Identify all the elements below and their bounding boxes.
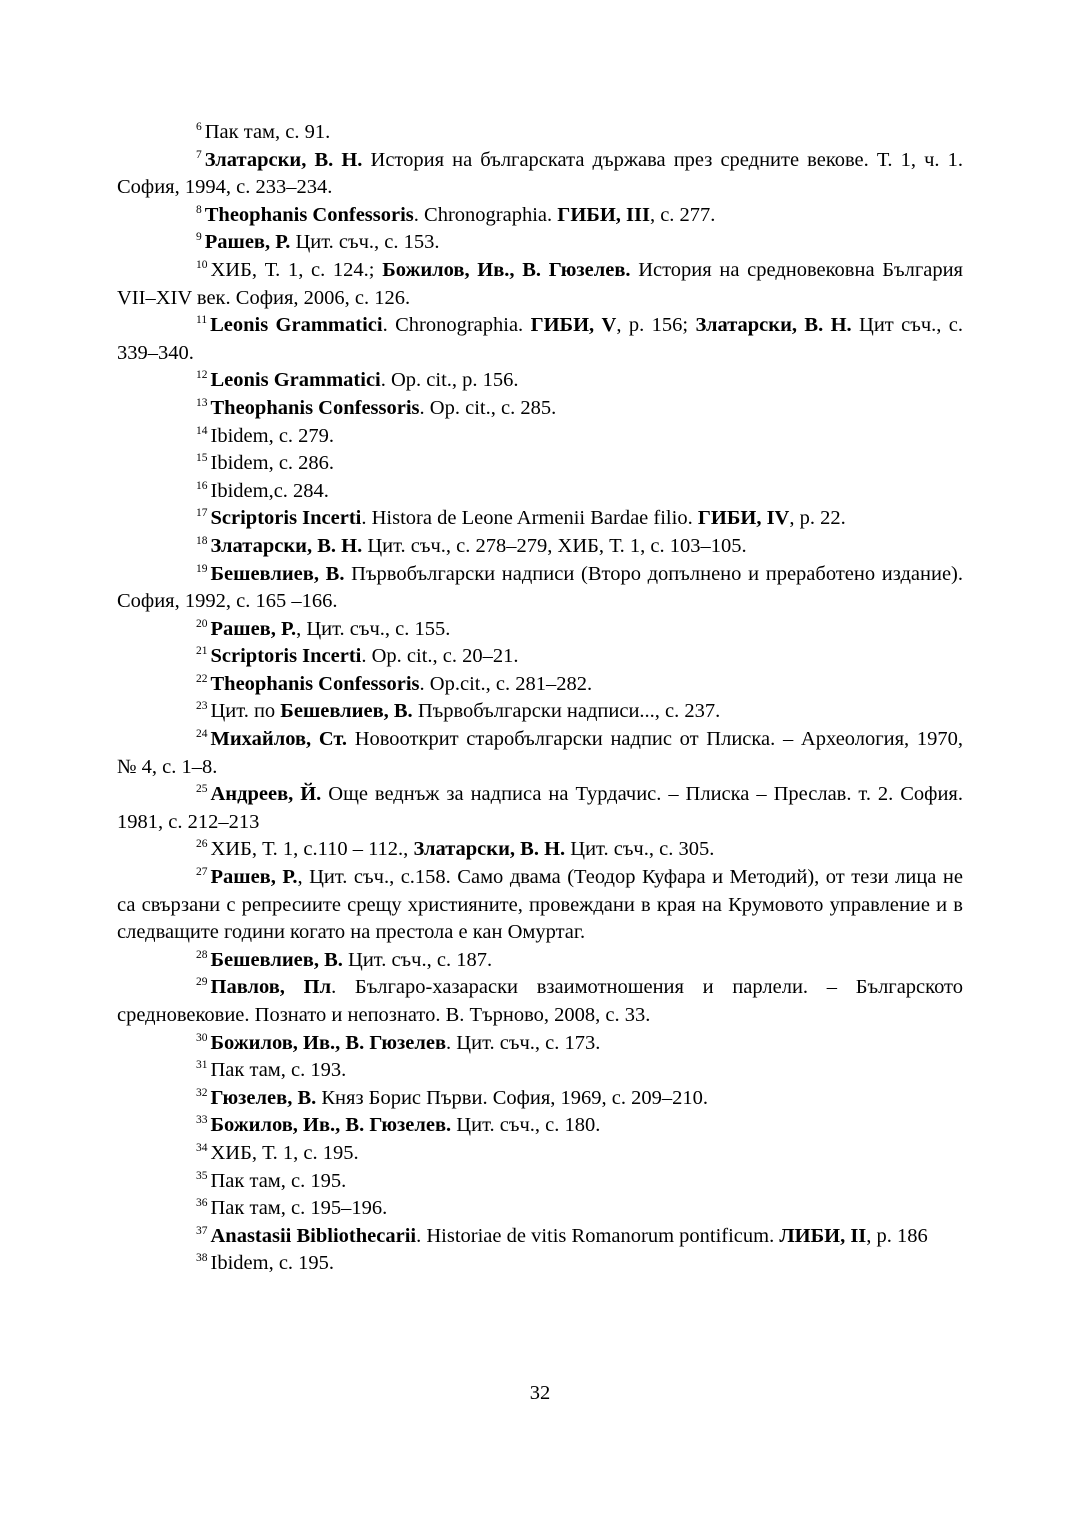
footnote-number: 12 [196,369,208,382]
footnote-33 [117,1112,963,1140]
footnote-number: 6 [196,121,202,133]
footnote-13 [117,395,963,423]
footnote-21 [117,643,963,671]
footnote-text: Първобългарски надписи..., с. 237. [412,700,721,723]
footnote-number: 25 [196,783,208,796]
footnote-34 [117,1140,963,1168]
footnote-number: 26 [196,838,208,851]
footnote-28 [117,947,963,975]
footnote-text: , p. 156; [616,314,696,337]
footnote-bold-text: Leonis Grammatici [210,314,383,337]
footnote-bold-text: Рашев, Р. [210,866,298,889]
footnote-bold-text: Рашев, Р. [204,231,291,254]
footnote-text: Цит. съч., с. 305. [565,838,715,861]
footnote-number: 34 [196,1141,208,1154]
footnote-bold-text: Божилов, Ив., В. Гюзелев [210,1031,447,1054]
footnote-text: Цит съч., с. 339–340. [117,314,963,364]
footnote-23 [117,698,963,726]
footnote-text: Ibidem, с. 195. [210,1252,335,1275]
footnote-19 [117,561,963,616]
footnote-bold-text: Андреев, Й. [210,783,322,806]
footnote-bold-text: Бешевлиев, В. [280,700,413,723]
footnote-number: 13 [196,396,208,409]
footnote-number: 38 [196,1252,208,1265]
footnote-text: Ibidem,с. 284. [210,479,329,502]
footnote-6 [117,119,963,147]
footnote-number: 29 [196,976,208,989]
footnote-bold-text: Златарски, В. Н. [695,314,852,337]
footnote-17 [117,505,963,533]
footnote-number: 21 [196,645,208,658]
footnote-14 [117,423,963,451]
footnote-text: , с. 277. [649,203,716,226]
footnote-bold-text: Михайлов, Ст. [210,728,348,751]
footnote-bold-text: Рашев, Р. [210,617,297,640]
footnote-number: 36 [196,1197,208,1210]
footnote-35 [117,1168,963,1196]
footnote-number: 35 [196,1169,208,1182]
footnote-36 [117,1195,963,1223]
footnote-number: 14 [196,424,208,437]
footnote-16 [117,478,963,506]
footnote-text: Цит. съч., с. 187. [342,948,493,971]
footnote-text: . Op.cit., с. 281–282. [419,672,593,695]
footnote-26 [117,836,963,864]
footnote-bold-text: Бешевлиев, В. [210,948,343,971]
footnote-38 [117,1250,963,1278]
footnote-text: Цит. съч., с. 153. [290,231,440,254]
footnote-7 [117,147,963,202]
footnote-bold-text: Бешевлиев, В. [210,562,345,585]
footnote-bold-text: Theophanis Confessoris [210,672,420,695]
footnote-number: 11 [196,314,208,327]
footnote-29 [117,974,963,1029]
footnote-text: ХИБ, Т. 1, с.110 – 112., [210,838,414,861]
footnote-bold-text: ГИБИ, V [530,314,617,337]
footnote-text: Цит. съч., с. 278–279, ХИБ, Т. 1, с. 103–105. [362,534,747,557]
footnote-number: 28 [196,948,208,961]
footnote-bold-text: Scriptoris Incerti [210,507,362,530]
footnote-text: , Цит. съч., с. 155. [296,617,451,640]
footnote-text: . Българо-хазараски взаимотношения и парлели. – Българското средновековие. Познато и непознато. В. Търново, 2008, с. 33. [117,976,963,1026]
footnote-text: Ibidem, с. 279. [210,424,335,447]
footnote-number: 32 [196,1086,208,1099]
footnote-text: Княз Борис Първи. София, 1969, с. 209–210. [316,1086,709,1109]
footnote-31 [117,1057,963,1085]
footnote-bold-text: ЛИБИ, II [779,1224,867,1247]
footnote-number: 20 [196,617,208,630]
footnote-18 [117,533,963,561]
footnote-number: 9 [196,231,202,244]
footnotes-list [117,119,963,1278]
footnote-text: . Op. cit., с. 285. [419,396,557,419]
footnote-27 [117,864,963,947]
footnote-text: . Historiae de vitis Romanorum pontificum. [416,1224,780,1247]
footnote-number: 7 [196,148,202,161]
footnote-bold-text: Павлов, Пл [210,976,332,999]
footnote-text: . Op. cit., с. 20–21. [361,645,519,668]
footnote-text: Ibidem, с. 286. [210,452,335,475]
footnote-text: Първобългарски надписи (Второ допълнено и преработено издание). София, 1992, с. 165 –166. [117,562,963,613]
footnote-bold-text: Theophanis Confessoris [204,203,414,226]
footnote-text: ХИБ, Т. 1, с. 195. [210,1141,359,1164]
footnote-bold-text: Anastasii Bibliothecarii [210,1224,417,1247]
footnote-text: Пак там, с. 91. [204,121,331,143]
footnote-text: ХИБ, Т. 1, с. 124.; [210,258,383,281]
footnote-number: 31 [196,1059,208,1072]
footnote-30 [117,1030,963,1058]
footnote-text: Пак там, с. 193. [210,1059,347,1082]
footnote-text: . Chronographia. [413,203,558,226]
footnote-bold-text: Theophanis Confessoris [210,396,420,419]
footnote-bold-text: Златарски, В. Н. [413,838,566,861]
footnote-text: Цит. по [210,700,281,723]
footnote-12 [117,367,963,395]
footnote-text: Още веднъж за надписа на Турдачис. – Плиска – Преслав. т. 2. София. 1981, с. 212–213 [117,783,963,833]
footnote-text: Цит. съч., с. 180. [451,1114,601,1137]
footnote-number: 17 [196,507,208,520]
footnote-9 [117,229,963,257]
footnote-text: Новооткрит старобългарски надпис от Плиска. – Археология, 1970, № 4, с. 1–8. [117,728,963,778]
footnote-number: 16 [196,479,208,492]
footnote-32 [117,1085,963,1113]
footnote-25 [117,781,963,836]
footnote-number: 18 [196,534,208,547]
footnote-number: 19 [196,562,208,575]
footnote-bold-text: ГИБИ, IV [697,507,790,530]
footnote-text: Пак там, с. 195–196. [210,1197,388,1220]
footnote-text: , p. 22. [789,507,846,530]
footnote-11 [117,312,963,367]
footnote-22 [117,671,963,699]
footnote-text: . Histora de Leone Armenii Bardae filio. [361,507,698,530]
footnote-bold-text: Божилов, Ив., В. Гюзелев. [210,1114,452,1137]
footnote-number: 22 [196,672,208,685]
footnote-number: 24 [196,728,208,741]
footnote-number: 23 [196,700,208,713]
footnote-text: , Цит. съч., с.158. Само двама (Теодор Куфара и Методий), от тези лица не са свързани с репресиите срещу християните, провеждани в края на Крумовото управление и в следващите години когато на престола е кан Омуртаг. [117,866,963,944]
footnote-text: , p. 186 [866,1224,928,1247]
footnote-text: История на българската държава през средните векове. Т. 1, ч. 1. София, 1994, с. 233–234. [117,148,963,199]
footnote-number: 15 [196,452,208,465]
footnote-text: . Цит. съч., с. 173. [446,1031,601,1054]
footnote-number: 10 [196,258,208,271]
footnote-10 [117,257,963,312]
footnote-text: . Chronographia. [382,314,531,337]
footnote-bold-text: Scriptoris Incerti [210,645,362,668]
footnote-8 [117,202,963,230]
footnote-number: 37 [196,1224,208,1237]
footnote-24 [117,726,963,781]
page-number: 32 [529,1382,551,1404]
footnote-bold-text: ГИБИ, III [557,203,650,226]
footnote-number: 30 [196,1031,208,1044]
footnote-number: 8 [196,203,202,216]
footnote-15 [117,450,963,478]
footnote-text: . Op. cit., p. 156. [380,369,519,392]
footnote-20 [117,616,963,644]
footnote-37 [117,1223,963,1251]
footnote-text: Пак там, с. 195. [210,1169,347,1192]
footnote-number: 27 [196,866,208,879]
footnote-bold-text: Божилов, Ив., В. Гюзелев. [382,258,631,281]
footnote-text: История на средновековна България VII–XIV век. София, 2006, с. 126. [117,258,963,309]
footnote-bold-text: Златарски, В. Н. [204,148,363,171]
footnote-number: 33 [196,1114,208,1127]
footnote-bold-text: Гюзелев, В. [210,1086,317,1109]
footnote-bold-text: Златарски, В. Н. [210,534,363,557]
footnote-bold-text: Leonis Grammatici [210,369,381,392]
